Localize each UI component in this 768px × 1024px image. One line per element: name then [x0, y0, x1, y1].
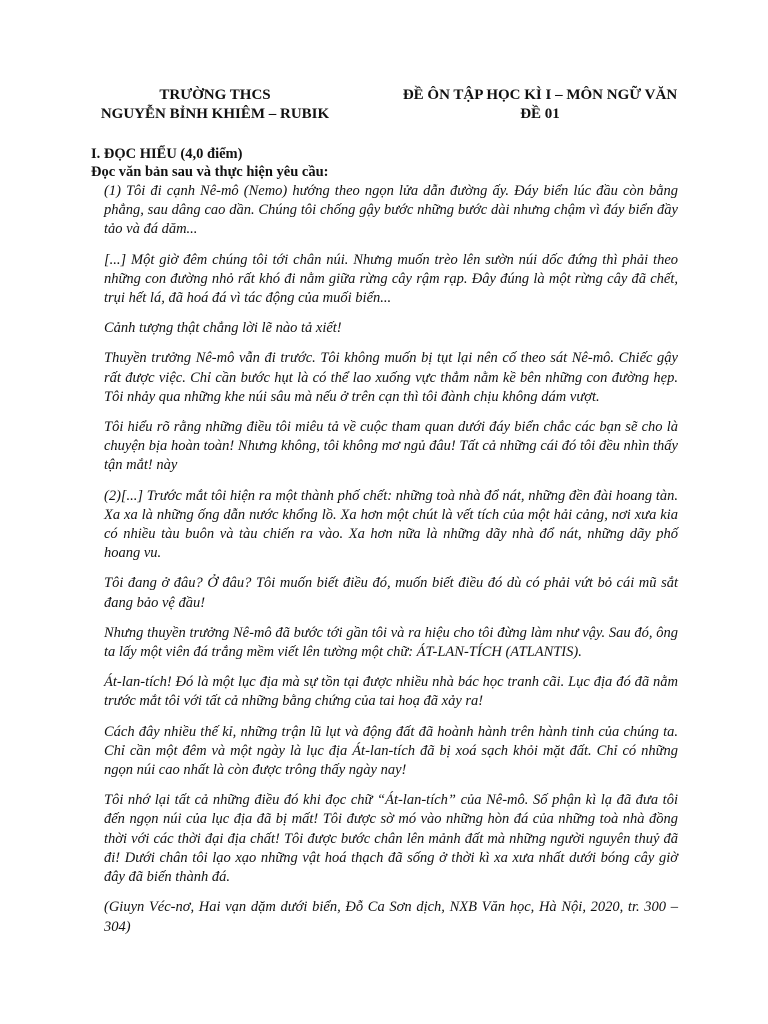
section-instruction: Đọc văn bản sau và thực hiện yêu cầu:: [91, 164, 329, 180]
passage-paragraph: Tôi đang ở đâu? Ở đâu? Tôi muốn biết điều đó, muốn biết điều đó dù có phải vứt bỏ cái mũ sắt đang bảo vệ đầu!: [104, 575, 678, 611]
passage-paragraph: (1) Tôi đi cạnh Nê-mô (Nemo) hướng theo ngọn lửa dẫn đường ấy. Đáy biển lúc đầu còn bằng phẳng, sau dâng cao dần. Chúng tôi chống gậy bước những bước dài nhưng chậm vì đáy biển đầy tảo và đá dăm...: [104, 183, 678, 238]
passage-paragraph: [...] Một giờ đêm chúng tôi tới chân núi. Nhưng muốn trèo lên sườn núi dốc đứng thì phải theo những con đường nhỏ rất khó đi nằm giữa rừng cây rậm rạp. Đây đúng là một rừng cây đã chết, trụi hết lá, đã hoá đá vì tác động của muối biển...: [104, 251, 678, 307]
passage-paragraph: Tôi hiểu rõ rằng những điều tôi miêu tả về cuộc tham quan dưới đáy biển chắc các bạn sẽ cho là chuyện bịa hoàn toàn! Nhưng không, tôi không mơ ngủ đâu! Tất cả những cái đó tôi đều nhìn thấy tận mắt! này: [104, 419, 678, 474]
passage-citation: (Giuyn Véc-nơ, Hai vạn dặm dưới biển, Đỗ Ca Sơn dịch, NXB Văn học, Hà Nội, 2020, tr. 300 – 304): [104, 899, 678, 935]
passage-paragraph: (2)[...] Trước mắt tôi hiện ra một thành phố chết: những toà nhà đổ nát, những đền đài hoang tàn. Xa xa là những ống dẫn nước khổng lồ. Xa hơn một chút là vết tích của một hải cảng, nơi xưa kia có nhiều tàu buôn và tàu chiến ra vào. Xa hơn nữa là những dãy nhà đổ nát, những dãy phố hoang vu.: [104, 487, 678, 562]
reading-passage: [104, 182, 678, 937]
school-line-2: NGUYỄN BỈNH KHIÊM – RUBIK: [100, 106, 330, 122]
passage-paragraph: Thuyền trưởng Nê-mô vẫn đi trước. Tôi không muốn bị tụt lại nên cố theo sát Nê-mô. Chiếc gậy rất được việc. Chỉ cần bước hụt là có thể lao xuống vực thẳm nằm kề bên những con đường hẹp. Tôi nhảy qua những khe núi sâu mà nếu ở trên cạn thì tôi đành chịu không dám vượt.: [104, 350, 678, 405]
passage-paragraph: Cách đây nhiều thế kỉ, những trận lũ lụt và động đất đã hoành hành trên hành tinh của chúng ta. Chỉ cần một đêm và một ngày là lục địa Át-lan-tích đã bị xoá sạch khỏi mặt đất. Chỉ có những ngọn núi cao nhất là còn được trông thấy ngày nay!: [104, 723, 678, 779]
document-header: [91, 86, 678, 124]
section-title: I. ĐỌC HIỂU (4,0 điểm): [91, 146, 243, 162]
school-line-1: TRƯỜNG THCS: [159, 87, 271, 103]
passage-paragraph: Cảnh tượng thật chẳng lời lẽ nào tả xiết!: [104, 320, 342, 337]
exam-title-block: [390, 86, 690, 124]
passage-paragraph: Tôi nhớ lại tất cả những điều đó khi đọc chữ “Át-lan-tích” của Nê-mô. Số phận kì lạ đã đưa tôi đến ngọn núi của lục địa đã bị mất! Tôi được sờ mó vào những hòn đá của những toà nhà đồng thời với các thời đại địa chất! Tôi được bước chân lên mảnh đất mà những người nguyên thuỷ đã đi! Dưới chân tôi lạo xạo những vật hoá thạch đã sống ở thời kì xa xưa nhất dưới bóng cây giờ đây đã biến thành đá.: [104, 792, 678, 886]
passage-paragraph: Nhưng thuyền trưởng Nê-mô đã bước tới gần tôi và ra hiệu cho tôi đừng làm như vậy. Sau đó, ông ta lấy một viên đá trắng mềm viết lên tường một chữ: ÁT-LAN-TÍCH (ATLANTIS).: [104, 624, 678, 661]
exam-number: ĐỀ 01: [520, 106, 560, 122]
passage-paragraph: Át-lan-tích! Đó là một lục địa mà sự tồn tại được nhiều nhà bác học tranh cãi. Lục địa đó đã nằm trước mắt tôi với tất cả những bằng chứng của tai hoạ đã xảy ra!: [104, 674, 678, 710]
exam-title: ĐỀ ÔN TẬP HỌC KÌ I – MÔN NGỮ VĂN: [402, 87, 678, 103]
school-name-block: [70, 86, 360, 124]
